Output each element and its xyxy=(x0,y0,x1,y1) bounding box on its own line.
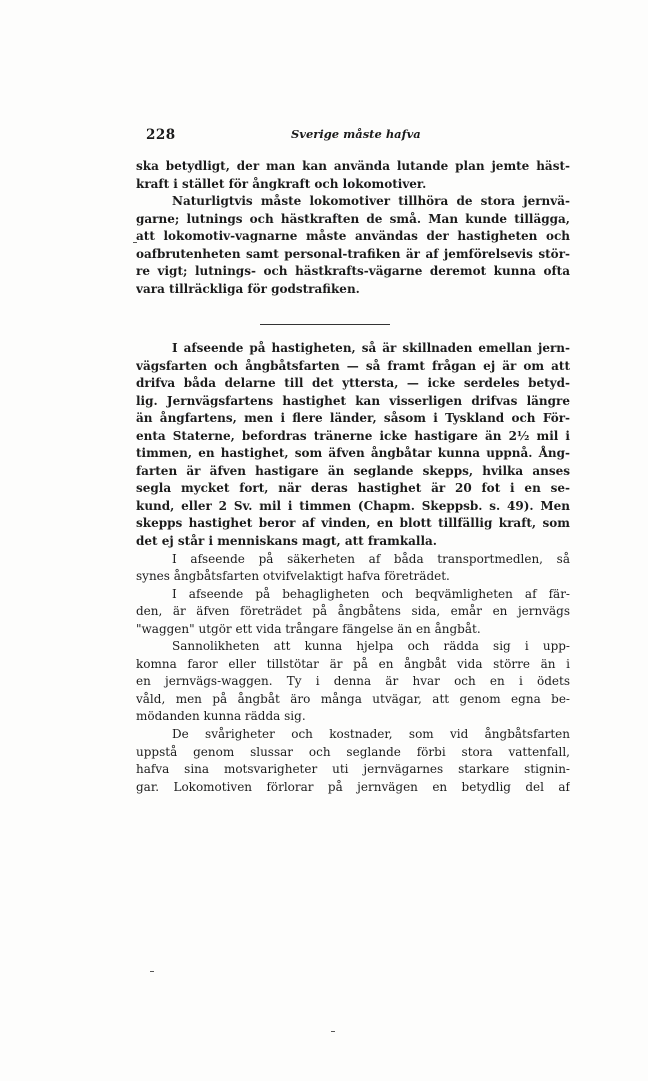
text-line: enta Staterne, befordras tränerne icke hastigare än 2½ mil i xyxy=(136,428,570,443)
text-line: vara tillräckliga för godstrafiken. xyxy=(136,281,360,296)
paragraph-block-top xyxy=(136,158,570,298)
text-line: garne; lutnings och hästkraften de små. Man kunde tillägga, xyxy=(136,211,570,226)
section-divider xyxy=(260,324,390,325)
text-line: synes ångbåtsfarten otvifvelaktigt hafva företrädet. xyxy=(136,569,450,584)
text-line: "waggen" utgör ett vida trångare fängelse än en ångbåt. xyxy=(136,621,481,636)
paragraph-block-main xyxy=(136,340,570,796)
text-line: skepps hastighet beror af vinden, en blott tillfällig kraft, som xyxy=(136,516,570,531)
text-line: I afseende på säkerheten af båda transportmedlen, så xyxy=(172,551,570,566)
text-line: oafbrutenheten samt personal-trafiken är af jemförelsevis stör- xyxy=(136,246,570,261)
text-line: timmen, en hastighet, som äfven ångbåtar kunna uppnå. Ång- xyxy=(136,446,570,461)
text-line: re vigt; lutnings- och hästkrafts-vägarne deremot kunna ofta xyxy=(136,264,570,279)
text-line: att lokomotiv-vagnarne måste användas der hastigheten och xyxy=(136,229,570,244)
text-line: kund, eller 2 Sv. mil i timmen (Chapm. Skeppsb. s. 49). Men xyxy=(136,498,570,513)
text-line: farten är äfven hastigare än seglande skepps, hvilka anses xyxy=(136,463,570,478)
text-line: mödanden kunna rädda sig. xyxy=(136,709,306,724)
margin-mark xyxy=(150,971,154,972)
text-line: Sannolikheten att kunna hjelpa och rädda sig i upp- xyxy=(172,639,570,654)
margin-mark xyxy=(331,1031,335,1032)
text-line: den, är äfven företrädet på ångbåtens sida, emår en jernvägs xyxy=(136,604,570,619)
text-line: hafva sina motsvarigheter uti jernvägarnes starkare stignin- xyxy=(136,762,570,777)
text-line: det ej står i menniskans magt, att framkalla. xyxy=(136,534,437,549)
text-line: drifva båda delarne till det yttersta, — icke serdeles betyd- xyxy=(136,376,570,391)
text-line: De svårigheter och kostnader, som vid ångbåtsfarten xyxy=(172,727,570,742)
text-line: en jernvägs-waggen. Ty i denna är hvar och en i ödets xyxy=(136,674,570,689)
page-header xyxy=(136,127,568,147)
text-line: I afseende på hastigheten, så är skillnaden emellan jern- xyxy=(172,341,570,355)
text-line: våld, men på ångbåt äro många utvägar, att genom egna be- xyxy=(136,691,570,706)
text-line: lig. Jernvägsfartens hastighet kan visserligen drifvas längre xyxy=(136,393,570,408)
text-line: uppstå genom slussar och seglande förbi stora vattenfall, xyxy=(136,744,570,759)
text-line: I afseende på behagligheten och beqvämligheten af fär- xyxy=(172,586,570,601)
text-line: än ångfartens, men i flere länder, såsom i Tyskland och För- xyxy=(136,411,570,426)
page-number: 228 xyxy=(146,127,176,143)
text-line: vägsfarten och ångbåtsfarten — så framt frågan ej är om att xyxy=(136,358,570,373)
running-title: Sverige måste hafva xyxy=(291,127,421,141)
text-line: Naturligtvis måste lokomotiver tillhöra de stora jernvä- xyxy=(172,194,570,209)
text-line: ska betydligt, der man kan använda lutande plan jemte häst- xyxy=(136,159,570,173)
text-line: komna faror eller tillstötar är på en ångbåt vida större än i xyxy=(136,656,570,671)
text-line: gar. Lokomotiven förlorar på jernvägen en betydlig del af xyxy=(136,779,570,794)
text-line: segla mycket fort, när deras hastighet är 20 fot i en se- xyxy=(136,481,570,496)
text-line: kraft i stället för ångkraft och lokomotiver. xyxy=(136,176,427,191)
